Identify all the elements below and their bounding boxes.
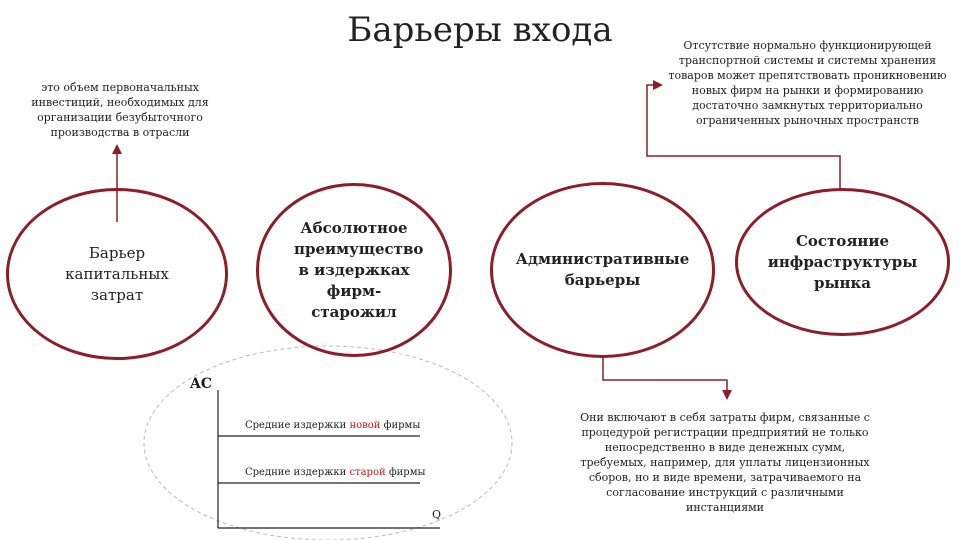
infrastructure-arrowhead [653,80,663,90]
new-firm-word: новой [349,420,381,431]
infrastructure-connector [647,85,840,190]
infrastructure-state-label: Состояние инфраструктуры рынка [767,231,918,292]
new-firm-cost-prefix: Средние издержки [245,420,350,431]
old-firm-cost-suffix: фирмы [385,467,426,478]
administrative-connector [603,358,727,393]
new-firm-cost-suffix: фирмы [380,420,421,431]
administrative-barriers-label: Административные барьеры [515,250,690,289]
old-firm-cost-label [245,467,425,478]
administrative-barriers-circle [490,182,715,358]
chart-y-axis-label: AC [190,376,213,392]
capital-costs-barrier-circle [6,188,228,360]
capital-barrier-note: это объем первоначальных инвестиций, необходимых для организации безубыточного производства в отрасли [31,81,209,139]
absolute-cost-advantage-label: Абсолютное преимущество в издержках фирм-старожил [294,218,424,321]
capital-costs-barrier-label: Барьер капитальных затрат [65,243,169,304]
page-title: Барьеры входа [347,10,613,50]
old-firm-cost-prefix: Средние издержки [245,467,350,478]
absolute-cost-advantage-circle [256,183,452,357]
new-firm-cost-label [245,420,420,431]
old-firm-word: старой [349,467,386,478]
chart-x-axis-label: Q [432,508,442,521]
administrative-barriers-note: Они включают в себя затраты фирм, связанные с процедурой регистрации предприятий не только непосредственно в виде денежных сумм, требуемых, например, для уплаты лицензионных сборов, но и виде времени, затрачиваемого на согласование инструкций с различными инстанциями [580,411,870,514]
capital-arrowhead [112,144,122,154]
infrastructure-note: Отсутствие нормально функционирующей транспортной системы и системы хранения товаров может препятствовать проникновению новых фирм на рынки и формированию достаточно замкнутых территориально ограниченных рыночных пространств [668,39,947,127]
infrastructure-state-circle [735,188,950,336]
administrative-arrowhead [722,390,732,400]
